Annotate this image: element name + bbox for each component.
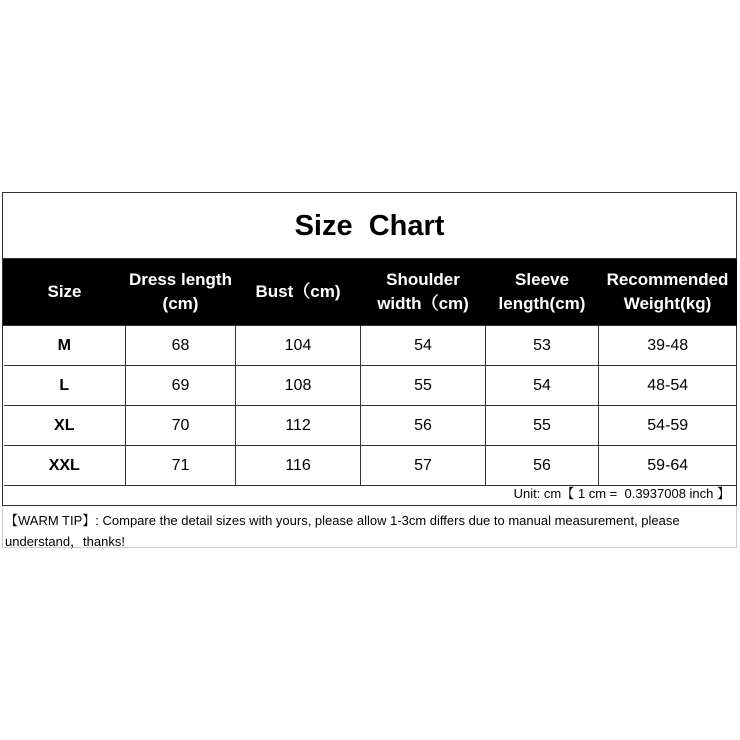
weight-cell: 59-64 <box>599 446 737 486</box>
bust-cell: 112 <box>236 406 361 446</box>
dress-length-cell: 68 <box>126 326 236 366</box>
header-recommended-weight: Recommended Weight(kg) <box>599 259 737 326</box>
sleeve-length-cell: 54 <box>486 366 599 406</box>
header-shoulder-width: Shoulder width（cm) <box>361 259 486 326</box>
shoulder-width-cell: 55 <box>361 366 486 406</box>
table-row <box>4 366 737 406</box>
size-cell: M <box>4 326 126 366</box>
shoulder-width-cell: 54 <box>361 326 486 366</box>
header-sleeve-length: Sleeve length(cm) <box>486 259 599 326</box>
header-size: Size <box>4 259 126 326</box>
warm-tip: 【WARM TIP】: Compare the detail sizes with yours, please allow 1-3cm differs due to manual measurement, please understand，thanks! <box>2 506 737 548</box>
dress-length-cell: 69 <box>126 366 236 406</box>
table-row <box>4 446 737 486</box>
sleeve-length-cell: 53 <box>486 326 599 366</box>
size-table <box>3 259 737 486</box>
size-cell: XL <box>4 406 126 446</box>
size-cell: XXL <box>4 446 126 486</box>
table-row <box>4 326 737 366</box>
header-row <box>4 259 737 326</box>
dress-length-cell: 71 <box>126 446 236 486</box>
sleeve-length-cell: 56 <box>486 446 599 486</box>
table-row <box>4 406 737 446</box>
size-chart <box>2 192 737 506</box>
header-bust: Bust（cm) <box>236 259 361 326</box>
header-dress-length: Dress length (cm) <box>126 259 236 326</box>
dress-length-cell: 70 <box>126 406 236 446</box>
shoulder-width-cell: 57 <box>361 446 486 486</box>
sleeve-length-cell: 55 <box>486 406 599 446</box>
size-cell: L <box>4 366 126 406</box>
bust-cell: 116 <box>236 446 361 486</box>
weight-cell: 54-59 <box>599 406 737 446</box>
weight-cell: 39-48 <box>599 326 737 366</box>
bust-cell: 108 <box>236 366 361 406</box>
bust-cell: 104 <box>236 326 361 366</box>
unit-note: Unit: cm【 1 cm = 0.3937008 inch 】 <box>513 486 730 501</box>
shoulder-width-cell: 56 <box>361 406 486 446</box>
chart-title: Size Chart <box>3 193 736 259</box>
weight-cell: 48-54 <box>599 366 737 406</box>
